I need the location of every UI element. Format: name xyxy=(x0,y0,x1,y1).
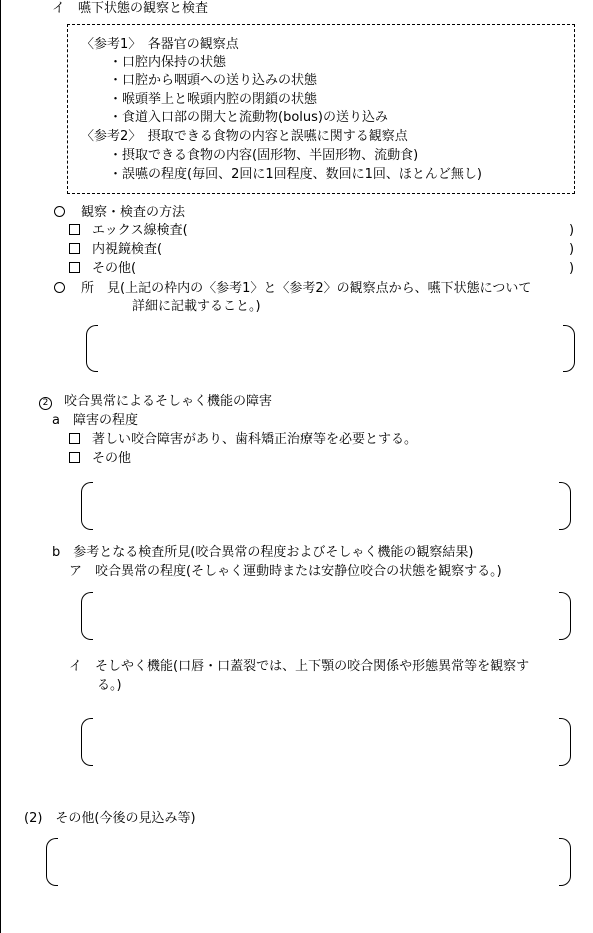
circle-bullet-icon xyxy=(54,206,65,217)
section-2b-i-field-right-paren[interactable] xyxy=(559,718,571,766)
method-xray xyxy=(69,224,188,237)
section-2b-a-field-left-paren[interactable] xyxy=(81,592,93,640)
other-section-label: (2) その他(今後の見込み等) xyxy=(24,811,196,826)
page-left-border xyxy=(0,0,1,933)
findings-line1 xyxy=(54,282,531,295)
method-other-label: その他( xyxy=(92,261,137,276)
section-2b-a-label: ア 咬合異常の程度(そしゃく運動時または安静位咬合の状態を観察する。) xyxy=(69,564,502,579)
method-heading-text: 観察・検査の方法 xyxy=(81,205,186,220)
section-2b-label: b 参考となる検査所見(咬合異常の程度およびそしゃく機能の観察結果) xyxy=(52,545,474,560)
section-2b-i-field-left-paren[interactable] xyxy=(81,718,93,766)
method-xray-label: エックス線検査( xyxy=(92,223,188,238)
section-2a-label: a 障害の程度 xyxy=(52,413,138,428)
ref1-item: ・口腔から咽頭への送り込みの状態 xyxy=(109,73,318,88)
option-other xyxy=(69,452,131,465)
method-xray-close-paren: ) xyxy=(569,223,575,238)
ref2-item: ・誤嚥の程度(毎回、2回に1回程度、数回に1回、ほとんど無し) xyxy=(109,167,482,182)
section-2b-a-field-right-paren[interactable] xyxy=(559,592,571,640)
section-2a-field-left-paren[interactable] xyxy=(81,482,93,530)
option-severe xyxy=(69,433,417,446)
section-2-heading-text: 咬合異常によるそしゃく機能の障害 xyxy=(64,394,273,409)
method-endoscope-label: 内視鏡検査( xyxy=(92,242,163,257)
circle-bullet-icon xyxy=(54,282,65,293)
method-other-close-paren: ) xyxy=(569,261,575,276)
ref1-title: 〈参考1〉 各器官の観察点 xyxy=(81,37,239,52)
section-2-number: 2 xyxy=(39,397,52,410)
checkbox-severe[interactable] xyxy=(69,433,80,444)
section-2a-field-right-paren[interactable] xyxy=(559,482,571,530)
method-endoscope-close-paren: ) xyxy=(569,242,575,257)
section-2b-i-line2: る。) xyxy=(97,678,122,693)
findings-line2: 詳細に記載すること。) xyxy=(132,299,261,314)
section-2-heading xyxy=(39,395,272,410)
other-field-right-paren[interactable] xyxy=(559,838,571,886)
checkbox-endoscope[interactable] xyxy=(69,243,80,254)
checkbox-xray[interactable] xyxy=(69,224,80,235)
findings-field-right-paren[interactable] xyxy=(563,325,575,372)
ref1-item: ・口腔内保持の状態 xyxy=(109,55,227,70)
section-i-heading: イ 嚥下状態の観察と検査 xyxy=(52,1,209,16)
option-severe-label: 著しい咬合障害があり、歯科矯正治療等を必要とする。 xyxy=(92,432,418,447)
method-heading xyxy=(54,206,185,219)
method-other xyxy=(69,262,136,275)
section-2b-i-line1: イ そしやく機能(口唇・口蓋裂では、上下顎の咬合関係や形態異常等を観察す xyxy=(69,659,530,674)
checkbox-method-other[interactable] xyxy=(69,262,80,273)
ref2-title: 〈参考2〉 摂取できる食物の内容と誤嚥に関する観察点 xyxy=(81,129,408,144)
ref2-item: ・摂取できる食物の内容(固形物、半固形物、流動食) xyxy=(109,148,419,163)
ref1-item: ・食道入口部の開大と流動物(bolus)の送り込み xyxy=(109,110,388,125)
option-other-label: その他 xyxy=(92,451,132,466)
checkbox-other[interactable] xyxy=(69,452,80,463)
other-field-left-paren[interactable] xyxy=(46,838,58,886)
ref1-item: ・喉頭挙上と喉頭内腔の閉鎖の状態 xyxy=(109,92,318,107)
findings-line1-text: 所 見(上記の枠内の〈参考1〉と〈参考2〉の観察点から、嚥下状態について xyxy=(81,281,532,296)
findings-field-left-paren[interactable] xyxy=(86,325,98,372)
method-endoscope xyxy=(69,243,162,256)
